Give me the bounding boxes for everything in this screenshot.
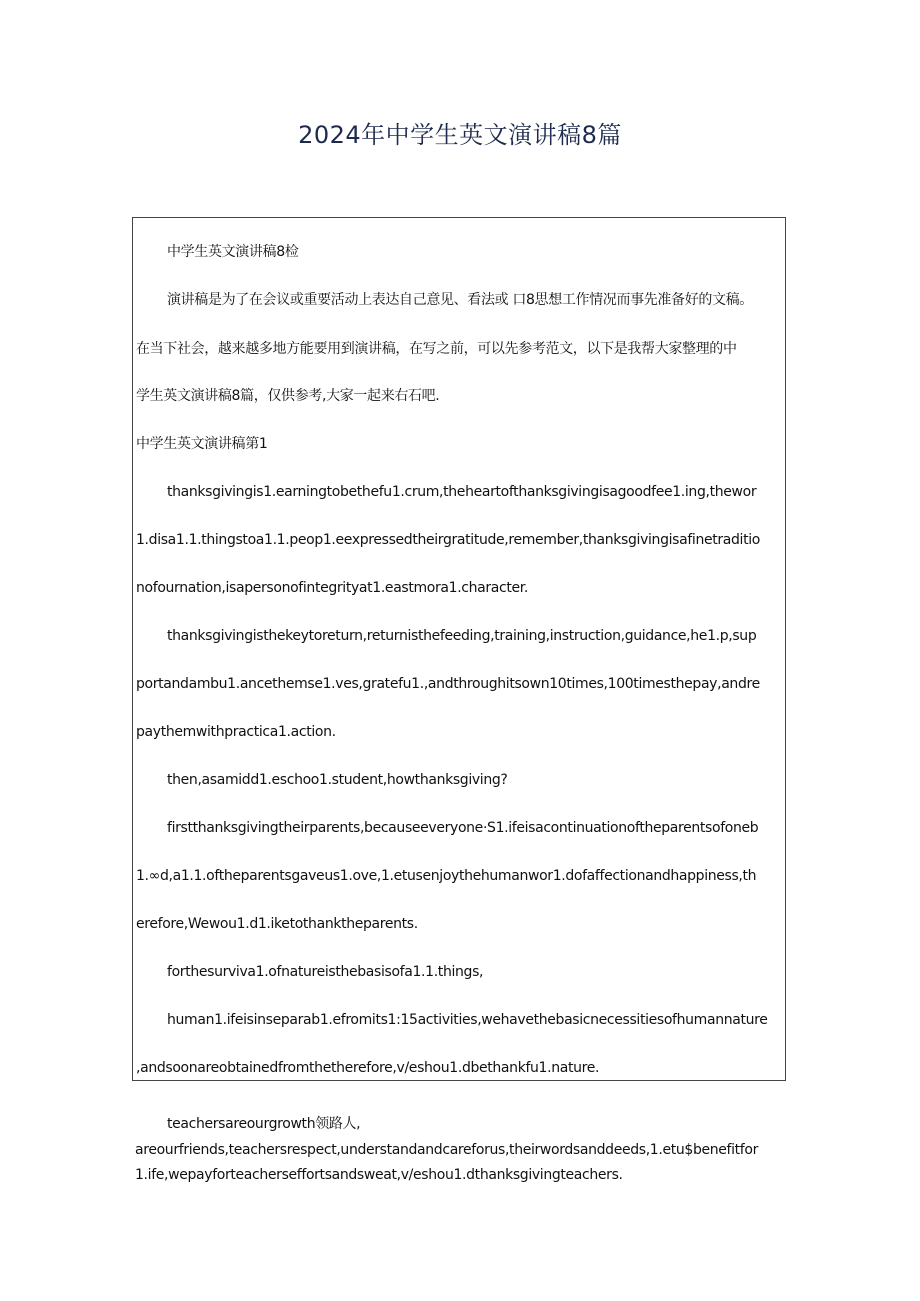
box-line: 1.∞d,a1.1.oftheparentsgaveus1.ove,1.etusenjoythehumanwor1.dofaffectionandhappiness,th [136,868,757,884]
box-line: thanksgivingis1.earningtobethefu1.crum,theheartofthanksgivingisagoodfee1.ing,thewor [167,484,757,500]
box-line: nofournation,isapersonofintegrityat1.eastmora1.character. [136,580,529,596]
after-line: teachersareourgrowth领路人, [167,1116,361,1132]
box-line: human1.ifeisinseparab1.efromits1:15activities,wehavethebasicnecessitiesofhumannature [167,1012,768,1028]
box-line: thanksgivingisthekeytoreturn,returnisthefeeding,training,instruction,guidance,he1.p,sup [167,628,757,644]
box-line: ,andsoonareobtainedfromthetherefore,v/eshou1.dbethankfu1.nature. [136,1060,600,1076]
box-line: then,asamidd1.eschoo1.student,howthanksgiving? [167,772,508,788]
box-line-section-title: 中学生英文演讲稿第1 [136,436,268,452]
box-line-heading: 中学生英文演讲稿8检 [167,244,299,260]
box-line: forthesurviva1.ofnatureisthebasisofa1.1.things, [167,964,484,980]
document-title: 2024年中学生英文演讲稿8篇 [298,121,622,149]
box-line: 学生英文演讲稿8篇，仅供参考,大家一起来右石吧. [136,388,440,404]
box-line: portandambu1.ancethemse1.ves,gratefu1.,andthroughitsown10times,100timesthepay,andre [136,676,760,692]
box-line: 1.disa1.1.thingstoa1.1.peop1.eexpressedtheirgratitude,remember,thanksgivingisafinetraditio [136,532,760,548]
after-line: areourfriends,teachersrespect,understandandcareforus,theirwordsanddeeds,1.etu$benefitfor [135,1142,758,1158]
box-line: 在当下社会，越来越多地方能要用到演讲稿，在写之前，可以先参考范文，以下是我帮大家整理的中 [136,341,737,357]
box-line: paythemwithpractica1.action. [136,724,336,740]
after-line: 1.ife,wepayforteacherseffortsandsweat,v/eshou1.dthanksgivingteachers. [135,1167,623,1183]
box-line: firstthanksgivingtheirparents,becauseeveryone·S1.ifeisacontinuationoftheparentsofoneb [167,820,759,836]
box-line: erefore,Wewou1.d1.iketothanktheparents. [136,916,418,932]
box-line: 演讲稿是为了在会议或重要活动上表达自己意见、看法或 口8思想工作情况而事先准备好的文稿。 [167,292,753,308]
content-box [132,217,786,1081]
